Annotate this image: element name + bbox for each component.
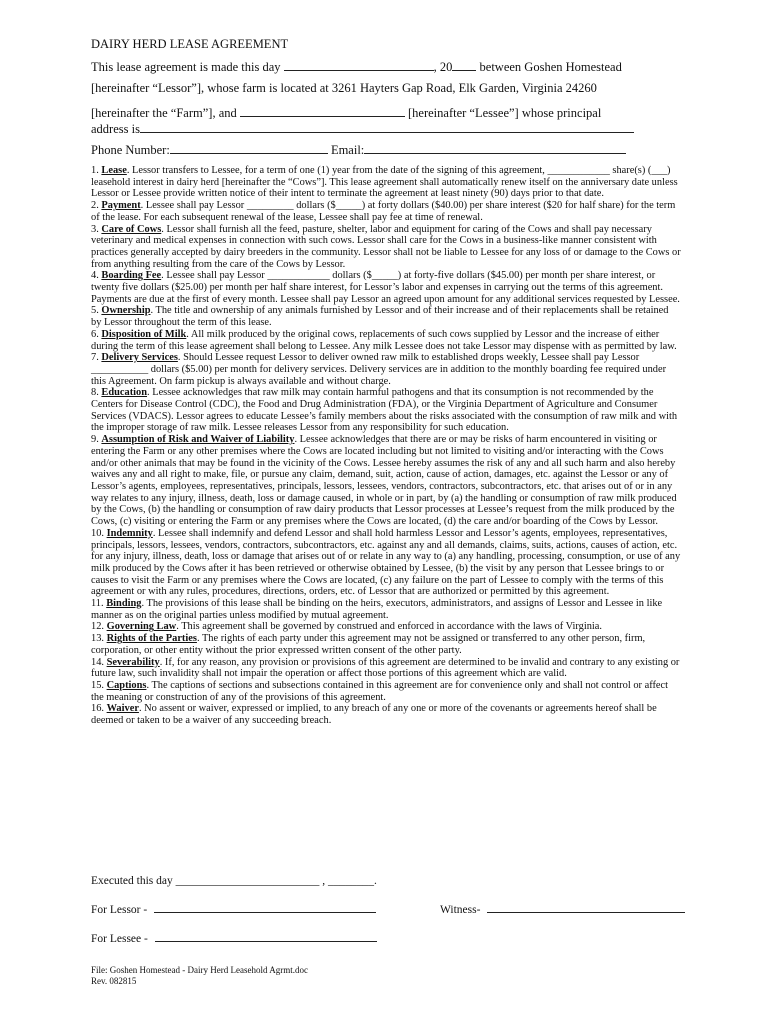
- witness-signature-row: [440, 900, 685, 917]
- witness-signature-blank[interactable]: [487, 900, 685, 913]
- section-heading: Delivery Services: [101, 352, 178, 364]
- footer-file: File: Goshen Homestead - Dairy Herd Leasehold Agrmt.doc: [91, 965, 308, 975]
- intro-between: between Goshen Homestead: [479, 60, 622, 74]
- section-heading: Captions: [106, 679, 147, 691]
- lessee-name-blank[interactable]: [240, 104, 405, 117]
- section-number: 6.: [91, 328, 99, 340]
- section-7: [91, 352, 681, 387]
- section-heading: Rights of the Parties: [106, 633, 197, 645]
- intro-line-3: [91, 104, 710, 121]
- lessor-signature-row: [91, 900, 376, 917]
- document-title: DAIRY HERD LEASE AGREEMENT: [91, 37, 289, 51]
- section-heading: Care of Cows: [101, 223, 162, 235]
- section-text: . All milk produced by the original cows, replacements of such cows supplied by Lessor and the increase of either during the term of this lease agreement shall belong to Lessee. Any milk Lessee does not take Lessor may dispense with as permitted by law.: [91, 328, 677, 352]
- section-9: [91, 434, 681, 528]
- section-4: [91, 270, 681, 305]
- lessee-signature-row: [91, 929, 377, 946]
- intro-line-1: [91, 58, 710, 75]
- section-heading: Indemnity: [106, 527, 153, 539]
- section-12: [91, 621, 681, 633]
- section-text: . No assent or waiver, expressed or implied, to any breach of any one or more of the covenants or agreements hereof shall be deemed or taken to be a waiver of any succeeding breach.: [91, 703, 657, 727]
- lessee-signature-blank[interactable]: [155, 929, 377, 942]
- section-text: . Lessee acknowledges that raw milk may contain harmful pathogens and that its consumption is not recommended by the Centers for Disease Control (CDC), the Food and Drug Administration (FDA), or the Virginia Department of Agriculture and Consumer Services (VDACS). Lessor agrees to educate Lessee’s family members about the risks associated with the consumption of raw milk and with the improper storage of raw milk. Lessee releases Lessor from any responsibility for such education.: [91, 387, 678, 434]
- section-text: . Lessee shall pay Lessor ____________ dollars ($_____) at forty-five dollars ($45.00) per month per share interest, or twenty five dollars ($25.00) per month per half share interest, for Lessor’s labor and expenses in carrying out the terms of this agreement. Payments are due at the first of every month. Lessee shall pay Lessor an agreed upon amount for any additional services requested by Lessee.: [91, 270, 680, 305]
- witness-label: Witness-: [440, 904, 481, 916]
- section-number: 2.: [91, 200, 99, 212]
- section-15: [91, 680, 681, 703]
- for-lessor-label: For Lessor -: [91, 904, 148, 916]
- section-6: [91, 329, 681, 352]
- section-1: [91, 165, 681, 200]
- intro-line-2: [hereinafter “Lessor”], whose farm is located at 3261 Hayters Gap Road, Elk Garden, Virginia 24260: [91, 81, 597, 95]
- lessor-signature-blank[interactable]: [154, 900, 376, 913]
- section-number: 15.: [91, 679, 104, 691]
- section-text: . This agreement shall be governed by construed and enforced in accordance with the laws of Virginia.: [176, 621, 603, 633]
- footer-rev: Rev. 082815: [91, 976, 137, 986]
- section-text: . Lessee shall indemnify and defend Lessor and shall hold harmless Lessor and Lessor’s agents, employees, representatives, principals, lessors, lessees, vendors, contractors, subcontractors, etc. against any and all demands, claims, suits, actions, causes of action, etc. for any injury, illness, death, loss or damage that arises out of or relate in any way to (a) any handling, processing, consumption, or use of any milk produced by the Cows after it has been retrieved or otherwise obtained by Lessee, (b) the visit by any person that Lessee brings to or causes to visit the Farm or any premises where the Cows are located, (c) any failure on the part of Lessee to comply with the terms of this agreement or with any rules, procedures, directions, orders, etc. of Lessor that are authorized or permitted by this agreement.: [91, 527, 681, 598]
- section-number: 5.: [91, 305, 99, 317]
- email-label: Email:: [330, 143, 365, 157]
- section-heading: Waiver: [106, 703, 139, 715]
- document-footer: [91, 965, 308, 987]
- section-number: 1.: [91, 165, 99, 176]
- section-text: . The provisions of this lease shall be binding on the heirs, executors, administrators, and assigns of Lessor and Lessee in like manner as on the original parties unless modified by mutual agreement.: [91, 598, 663, 621]
- section-14: [91, 657, 681, 680]
- section-heading: Severability: [106, 656, 160, 668]
- section-number: 9.: [91, 434, 99, 446]
- section-text: . The captions of sections and subsections contained in this agreement are for convenience only and shall not control or affect the meaning or construction of any of the provisions of this agreement.: [91, 679, 669, 703]
- section-2: [91, 200, 681, 223]
- intro-lessee: [hereinafter “Lessee”] whose principal: [408, 106, 602, 120]
- lease-sections: [91, 165, 681, 727]
- for-lessee-label: For Lessee -: [91, 933, 148, 945]
- section-heading: Boarding Fee: [101, 270, 162, 282]
- section-number: 11.: [91, 598, 104, 610]
- section-number: 12.: [91, 621, 104, 633]
- intro-farm: [hereinafter the “Farm”], and: [91, 106, 237, 120]
- section-text: . Lessor transfers to Lessee, for a term of one (1) year from the date of the signing of this agreement, ____________ share(s) (___) leasehold interest in dairy herd [hereinafter the “Cows”]. This lease agreement shall automatically renew itself on the anniversary date unless Lessor or Lessee provide written notice of their intent to terminate the agreement at least ninety (90) days prior to that date.: [91, 165, 678, 200]
- section-11: [91, 598, 681, 621]
- section-heading: Ownership: [101, 305, 151, 317]
- section-10: [91, 528, 681, 598]
- section-text: . The rights of each party under this agreement may not be assigned or transferred to any other person, firm, corporation, or other entity without the prior expressed written consent of the other party.: [91, 633, 646, 656]
- section-number: 7.: [91, 352, 99, 364]
- section-16: [91, 703, 681, 726]
- section-text: . Lessee acknowledges that there are or may be risks of harm encountered in visiting or entering the Farm or any other premises where the Cows are located including but not limited to visiting and/or interacting with the Cows and/or other animals that may be found in the vicinity of the Cows. Lessee hereby assumes the risk of any and all such harm and also hereby waives any and all right to make, file, or pursue any claim, demand, suit, action, cause of action, damages, etc. against the Lessor or any of Lessor’s agents, employees, representatives, principals, lessors, lessees, vendors, contractors, subcontractors, etc. that arises out of or in any way relates to any injury, illness, death, loss or damage caused, in whole or in part, by (a) the handling or consumption of raw milk produced by the Cows, (b) the handling or consumption of raw dairy products that Lessor processes at Lessee’s request from the milk produced by the Cows, (c) visiting or entering the Farm or any premises where the Cows are located, (d) the care and/or boarding of the Cows by Lessor.: [91, 434, 677, 528]
- section-number: 14.: [91, 656, 104, 668]
- phone-label: Phone Number:: [91, 143, 170, 157]
- phone-blank[interactable]: [170, 141, 328, 154]
- section-number: 3.: [91, 223, 99, 235]
- executed-line: Executed this day _________________________ , ________.: [91, 875, 377, 887]
- section-heading: Education: [101, 387, 148, 399]
- address-label: address is: [91, 122, 140, 136]
- section-number: 10.: [91, 527, 104, 539]
- section-5: [91, 305, 681, 328]
- section-text: . Lessee shall pay Lessor _________ dollars ($_____) at forty dollars ($40.00) per share interest ($20 for half share) for the term of the lease. For each subsequent renewal of the lease, Lessee shall pay fee at time of renewal.: [91, 200, 676, 223]
- section-text: . Lessor shall furnish all the feed, pasture, shelter, labor and equipment for caring of the Cows and shall pay necessary veterinary and medical expenses in connection with such cows. Lessor shall care for the Cows in a business-like manner consistent with practices generally accepted by dairy breeders in the community. Lessor shall not be liable to Lessee for any loss of or damage to the Cows or from anything resulting from the care of the Cows by Lessor.: [91, 223, 681, 270]
- address-blank[interactable]: [140, 120, 634, 133]
- section-heading: Disposition of Milk: [101, 328, 187, 340]
- email-blank[interactable]: [364, 141, 626, 154]
- section-number: 8.: [91, 387, 99, 399]
- date-blank[interactable]: [284, 58, 434, 71]
- section-number: 4.: [91, 270, 99, 282]
- section-heading: Lease: [101, 165, 127, 176]
- intro-line-5: [91, 141, 710, 158]
- section-8: [91, 387, 681, 434]
- section-heading: Assumption of Risk and Waiver of Liability: [101, 434, 295, 446]
- section-text: . The title and ownership of any animals furnished by Lessor and of their increase and of their replacements shall be retained by Lessor throughout the term of this lease.: [91, 305, 669, 329]
- year-blank[interactable]: [452, 58, 476, 71]
- section-number: 16.: [91, 703, 104, 715]
- intro-line-4: [91, 120, 710, 137]
- intro-made-this-day: This lease agreement is made this day: [91, 60, 281, 74]
- section-heading: Binding: [106, 598, 142, 610]
- section-13: [91, 633, 681, 656]
- section-heading: Governing Law: [106, 621, 177, 633]
- section-number: 13.: [91, 633, 104, 645]
- section-3: [91, 224, 681, 271]
- section-heading: Payment: [101, 200, 141, 212]
- section-text: . If, for any reason, any provision or provisions of this agreement are determined to be invalid and contrary to any existing or future law, such invalidity shall not impair the operation or affect those portions of this agreement which are valid.: [91, 656, 680, 680]
- intro-year-prefix: , 20: [433, 60, 453, 74]
- section-text: . Should Lessee request Lessor to deliver owned raw milk to established drops weekly, Lessee shall pay Lessor ___________ dollars ($5.00) per month for delivery services. Delivery services are in addition to the monthly boarding fee required under this Agreement. On farm pickup is always available and without charge.: [91, 352, 667, 387]
